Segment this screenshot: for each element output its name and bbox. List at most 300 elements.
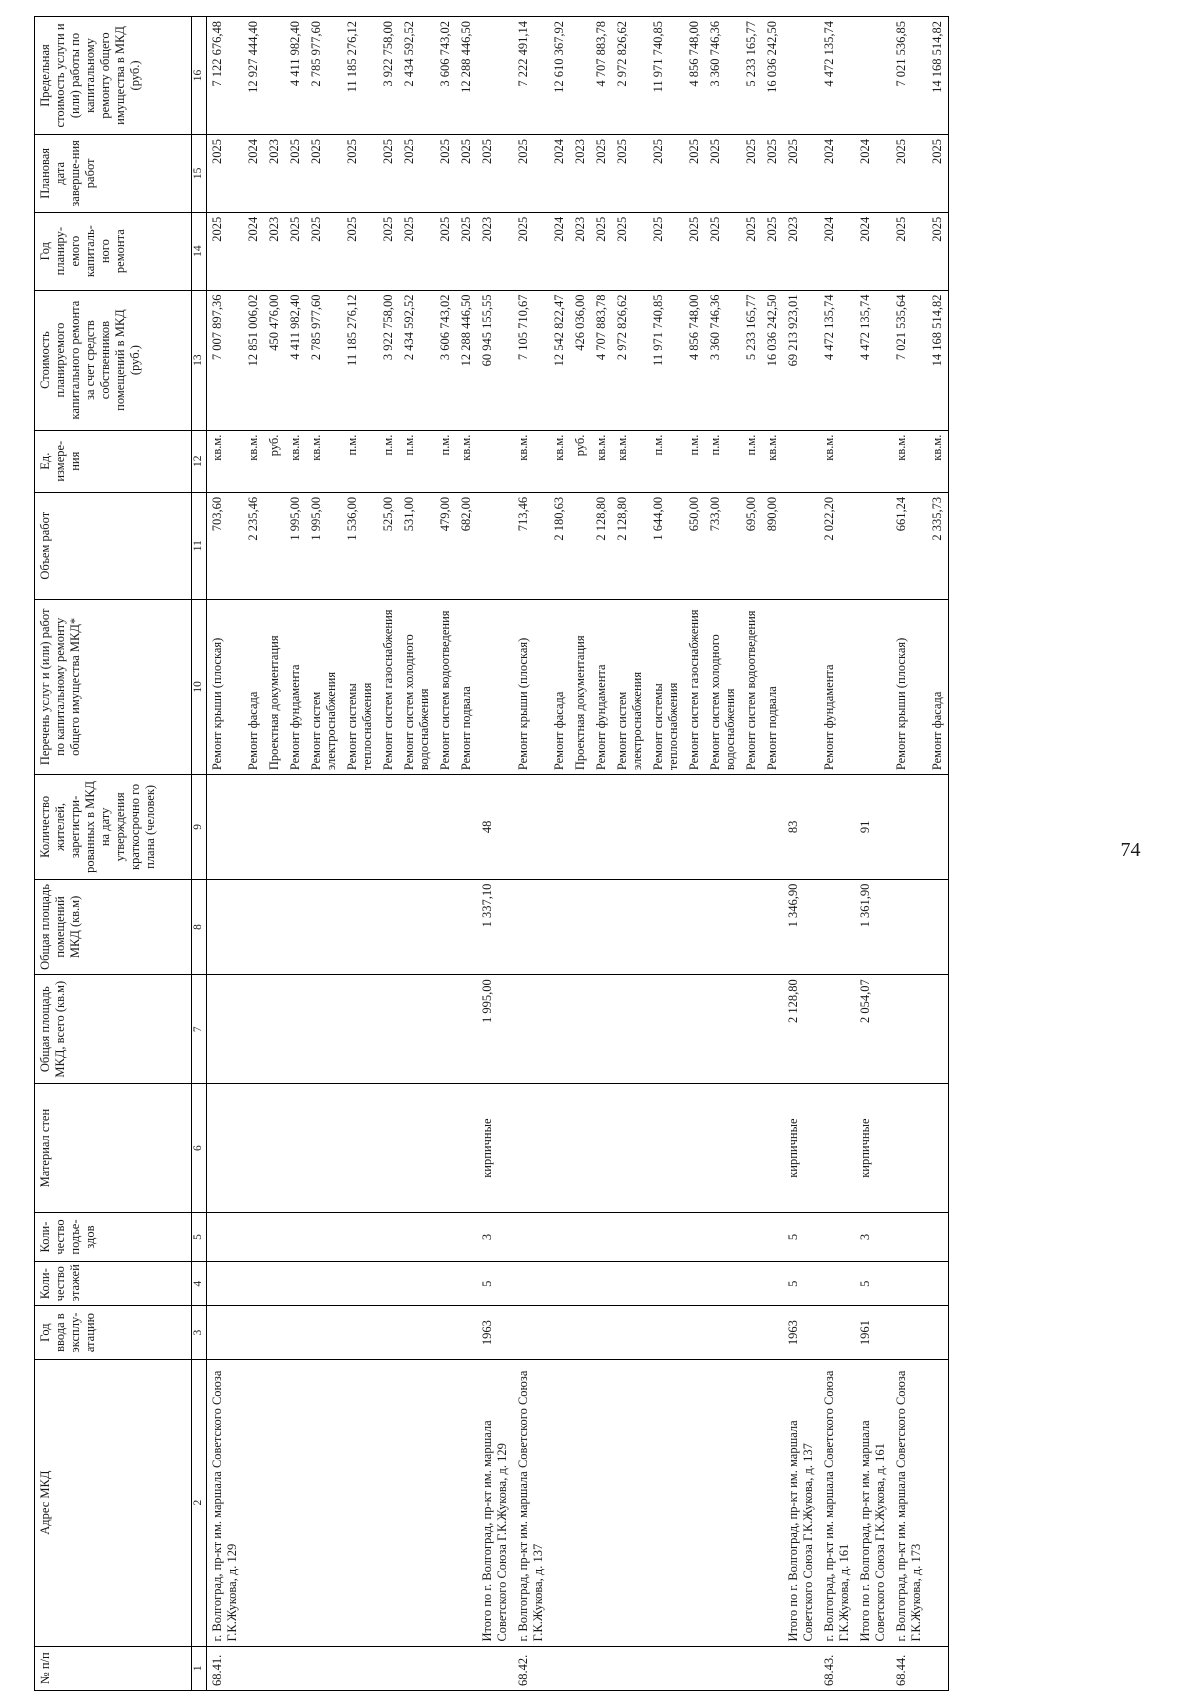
cell-col-14: 2025 (513, 212, 549, 290)
cell-col-4 (456, 1261, 477, 1305)
cell-col-14: 2025 (207, 212, 244, 290)
cell-col-3 (399, 1306, 435, 1359)
cell-col-15: 2025 (684, 134, 705, 212)
cell-col-16: 14 168 514,82 (927, 17, 949, 135)
cell-col-8 (891, 879, 927, 975)
cell-col-2 (399, 1359, 435, 1646)
cell-col-2 (342, 1359, 378, 1646)
cell-col-13: 3 922 758,00 (378, 290, 399, 430)
cell-col-1 (783, 1646, 819, 1690)
cell-col-12: кв.м. (762, 430, 783, 492)
cell-col-2 (264, 1359, 285, 1646)
cell-col-2 (927, 1359, 949, 1646)
cell-col-12: кв.м. (207, 430, 244, 492)
cell-col-12: кв.м. (306, 430, 342, 492)
cell-col-12: п.м. (741, 430, 762, 492)
cell-col-13: 2 434 592,52 (399, 290, 435, 430)
cell-col-4 (741, 1261, 762, 1305)
cell-col-15: 2025 (378, 134, 399, 212)
cell-col-6 (378, 1084, 399, 1213)
cell-col-4 (591, 1261, 612, 1305)
cell-col-3 (762, 1306, 783, 1359)
cell-col-8: 1 346,90 (783, 879, 819, 975)
cell-col-5 (927, 1213, 949, 1262)
cell-col-5 (741, 1213, 762, 1262)
cell-col-15: 2025 (762, 134, 783, 212)
cell-col-10: Ремонт фундамента (591, 599, 612, 775)
cell-col-12: п.м. (399, 430, 435, 492)
cell-col-9 (456, 775, 477, 879)
cell-col-1 (591, 1646, 612, 1690)
cell-col-6 (456, 1084, 477, 1213)
cell-col-3 (819, 1306, 855, 1359)
cell-col-2 (549, 1359, 570, 1646)
cell-col-16: 3 606 743,02 (435, 17, 456, 135)
cell-col-3 (207, 1306, 244, 1359)
cell-col-9 (549, 775, 570, 879)
cell-col-3 (705, 1306, 741, 1359)
cell-col-4 (306, 1261, 342, 1305)
cell-col-3 (342, 1306, 378, 1359)
cell-col-8 (705, 879, 741, 975)
cell-col-2 (243, 1359, 264, 1646)
cell-col-7: 2 054,07 (855, 975, 891, 1084)
table-row (207, 17, 244, 1691)
cell-col-10: Проектная документация (570, 599, 591, 775)
cell-col-11: 682,00 (456, 492, 477, 599)
cell-col-9 (264, 775, 285, 879)
cell-col-16: 2 785 977,60 (306, 17, 342, 135)
cell-col-1 (927, 1646, 949, 1690)
cell-col-8: 1 337,10 (477, 879, 513, 975)
cell-col-7 (243, 975, 264, 1084)
cell-col-9 (285, 775, 306, 879)
cell-col-5 (207, 1213, 244, 1262)
cell-col-8 (819, 879, 855, 975)
cell-col-5 (612, 1213, 648, 1262)
cell-col-8 (549, 879, 570, 975)
column-header-13: Стоимость планируемого капитального ремонта за счет средств собственников помещений в МКД (руб.) (35, 290, 192, 430)
cell-col-16: 12 610 367,92 (549, 17, 570, 135)
cell-col-13: 7 105 710,67 (513, 290, 549, 430)
cell-col-11: 2 022,20 (819, 492, 855, 599)
cell-col-14: 2023 (570, 212, 591, 290)
column-number-13: 13 (192, 290, 207, 430)
cell-col-4: 5 (783, 1261, 819, 1305)
cell-col-14: 2025 (891, 212, 927, 290)
cell-col-13: 7 021 535,64 (891, 290, 927, 430)
cell-col-16: 4 707 883,78 (591, 17, 612, 135)
cell-col-10: Ремонт систем холодного водоснабжения (399, 599, 435, 775)
cell-col-8 (762, 879, 783, 975)
cell-col-6: кирпичные (783, 1084, 819, 1213)
cell-col-10: Ремонт систем газоснабжения (684, 599, 705, 775)
cell-col-12: п.м. (342, 430, 378, 492)
cell-col-14: 2024 (243, 212, 264, 290)
cell-col-1 (570, 1646, 591, 1690)
cell-col-2 (285, 1359, 306, 1646)
cell-col-7 (549, 975, 570, 1084)
cell-col-15: 2025 (477, 134, 513, 212)
cell-col-3 (285, 1306, 306, 1359)
cell-col-15: 2025 (927, 134, 949, 212)
cell-col-13: 11 185 276,12 (342, 290, 378, 430)
cell-col-13: 4 411 982,40 (285, 290, 306, 430)
cell-col-14: 2025 (285, 212, 306, 290)
cell-col-11 (783, 492, 819, 599)
cell-col-1 (612, 1646, 648, 1690)
cell-col-9 (513, 775, 549, 879)
cell-col-11: 2 128,80 (591, 492, 612, 599)
cell-col-13: 69 213 923,01 (783, 290, 819, 430)
cell-col-13: 60 945 155,55 (477, 290, 513, 430)
cell-col-16: 11 185 276,12 (342, 17, 378, 135)
cell-col-8: 1 361,90 (855, 879, 891, 975)
cell-col-1: 68.43. (819, 1646, 855, 1690)
cell-col-15: 2024 (855, 134, 891, 212)
column-header-16: Предельная стоимость услуги и (или) работы по капитальному ремонту общего имущества в МКД (руб.) (35, 17, 192, 135)
cell-col-16: 3 922 758,00 (378, 17, 399, 135)
column-header-5: Коли-чество подъе-здов (35, 1213, 192, 1262)
cell-col-10: Проектная документация (264, 599, 285, 775)
cell-col-2 (456, 1359, 477, 1646)
column-number-15: 15 (192, 134, 207, 212)
cell-col-11: 525,00 (378, 492, 399, 599)
cell-col-13: 4 472 135,74 (819, 290, 855, 430)
cell-col-12: кв.м. (243, 430, 264, 492)
cell-col-7: 2 128,80 (783, 975, 819, 1084)
cell-col-1 (762, 1646, 783, 1690)
cell-col-1 (705, 1646, 741, 1690)
cell-col-1 (264, 1646, 285, 1690)
column-number-6: 6 (192, 1084, 207, 1213)
cell-col-10: Ремонт крыши (плоская) (891, 599, 927, 775)
cell-col-14: 2025 (705, 212, 741, 290)
cell-col-13: 2 972 826,62 (612, 290, 648, 430)
cell-col-8 (684, 879, 705, 975)
column-number-row (192, 17, 207, 1691)
cell-col-7 (705, 975, 741, 1084)
cell-col-9 (741, 775, 762, 879)
cell-col-9: 48 (477, 775, 513, 879)
cell-col-10: Ремонт фасада (549, 599, 570, 775)
cell-col-3 (378, 1306, 399, 1359)
column-number-10: 10 (192, 599, 207, 775)
cell-col-10: Ремонт систем электроснабжения (306, 599, 342, 775)
cell-col-13: 3 606 743,02 (435, 290, 456, 430)
cell-col-9 (306, 775, 342, 879)
cell-col-8 (399, 879, 435, 975)
cell-col-7 (306, 975, 342, 1084)
cell-col-9 (648, 775, 684, 879)
cell-col-14: 2024 (549, 212, 570, 290)
cell-col-3 (891, 1306, 927, 1359)
cell-col-16: 7 122 676,48 (207, 17, 244, 135)
cell-col-11: 890,00 (762, 492, 783, 599)
cell-col-6 (927, 1084, 949, 1213)
cell-col-11: 733,00 (705, 492, 741, 599)
cell-col-10: Ремонт систем холодного водоснабжения (705, 599, 741, 775)
cell-col-13: 2 785 977,60 (306, 290, 342, 430)
cell-col-15: 2023 (570, 134, 591, 212)
cell-col-14: 2025 (591, 212, 612, 290)
cell-col-8 (741, 879, 762, 975)
cell-col-7 (342, 975, 378, 1084)
cell-col-6: кирпичные (477, 1084, 513, 1213)
cell-col-16 (570, 17, 591, 135)
column-header-12: Ед. измере-ния (35, 430, 192, 492)
column-header-11: Объем работ (35, 492, 192, 599)
cell-col-10: Ремонт фасада (927, 599, 949, 775)
cell-col-6 (705, 1084, 741, 1213)
cell-col-10 (855, 599, 891, 775)
cell-col-16: 7 021 536,85 (891, 17, 927, 135)
cell-col-10: Ремонт фасада (243, 599, 264, 775)
cell-col-14: 2023 (477, 212, 513, 290)
cell-col-15: 2025 (591, 134, 612, 212)
cell-col-7 (591, 975, 612, 1084)
cell-col-7 (207, 975, 244, 1084)
page-number: 74 (1120, 839, 1141, 861)
cell-col-6 (513, 1084, 549, 1213)
cell-col-11: 2 335,73 (927, 492, 949, 599)
cell-col-5 (591, 1213, 612, 1262)
cell-col-7 (927, 975, 949, 1084)
cell-col-9 (705, 775, 741, 879)
cell-col-15: 2025 (306, 134, 342, 212)
cell-col-3: 1963 (477, 1306, 513, 1359)
cell-col-4 (648, 1261, 684, 1305)
cell-col-3 (264, 1306, 285, 1359)
cell-col-14: 2025 (456, 212, 477, 290)
cell-col-15: 2024 (819, 134, 855, 212)
cell-col-1 (741, 1646, 762, 1690)
cell-col-8 (513, 879, 549, 975)
cell-col-1: 68.41. (207, 1646, 244, 1690)
cell-col-14: 2023 (264, 212, 285, 290)
cell-col-6 (684, 1084, 705, 1213)
cell-col-5 (399, 1213, 435, 1262)
cell-col-12: п.м. (378, 430, 399, 492)
cell-col-9 (927, 775, 949, 879)
cell-col-4 (285, 1261, 306, 1305)
cell-col-8 (342, 879, 378, 975)
cell-col-2 (741, 1359, 762, 1646)
cell-col-9 (570, 775, 591, 879)
cell-col-11: 2 180,63 (549, 492, 570, 599)
cell-col-2: Итого по г. Волгоград, пр-кт им. маршала Советского Союза Г.К.Жукова, д. 129 (477, 1359, 513, 1646)
cell-col-3 (927, 1306, 949, 1359)
cell-col-8 (591, 879, 612, 975)
cell-col-16: 16 036 242,50 (762, 17, 783, 135)
cell-col-4 (399, 1261, 435, 1305)
cell-col-16: 2 434 592,52 (399, 17, 435, 135)
cell-col-10: Ремонт подвала (762, 599, 783, 775)
cell-col-15: 2025 (891, 134, 927, 212)
column-number-8: 8 (192, 879, 207, 975)
cell-col-13: 12 851 006,02 (243, 290, 264, 430)
cell-col-1 (306, 1646, 342, 1690)
cell-col-15: 2023 (264, 134, 285, 212)
cell-col-4 (612, 1261, 648, 1305)
column-number-3: 3 (192, 1306, 207, 1359)
cell-col-2: г. Волгоград, пр-кт им. маршала Советского Союза Г.К.Жукова, д. 161 (819, 1359, 855, 1646)
cell-col-12: кв.м. (549, 430, 570, 492)
cell-col-12: кв.м. (456, 430, 477, 492)
column-number-2: 2 (192, 1359, 207, 1646)
column-header-8: Общая площадь помещений МКД (кв.м) (35, 879, 192, 975)
cell-col-1 (399, 1646, 435, 1690)
cell-col-2 (612, 1359, 648, 1646)
cell-col-9 (684, 775, 705, 879)
cell-col-12 (783, 430, 819, 492)
cell-col-9 (891, 775, 927, 879)
cell-col-7 (285, 975, 306, 1084)
cell-col-4 (819, 1261, 855, 1305)
cell-col-16: 12 288 446,50 (456, 17, 477, 135)
cell-col-10: Ремонт систем газоснабжения (378, 599, 399, 775)
cell-col-9 (378, 775, 399, 879)
cell-col-1 (378, 1646, 399, 1690)
cell-col-2 (762, 1359, 783, 1646)
cell-col-14: 2025 (927, 212, 949, 290)
column-number-7: 7 (192, 975, 207, 1084)
column-number-12: 12 (192, 430, 207, 492)
cell-col-7 (513, 975, 549, 1084)
cell-col-9 (819, 775, 855, 879)
cell-col-11: 1 995,00 (285, 492, 306, 599)
cell-col-8 (285, 879, 306, 975)
cell-col-4 (927, 1261, 949, 1305)
cell-col-9 (243, 775, 264, 879)
cell-col-2: Итого по г. Волгоград, пр-кт им. маршала Советского Союза Г.К.Жукова, д. 137 (783, 1359, 819, 1646)
cell-col-11: 713,46 (513, 492, 549, 599)
cell-col-9 (207, 775, 244, 879)
cell-col-1 (855, 1646, 891, 1690)
cell-col-11: 479,00 (435, 492, 456, 599)
cell-col-3 (684, 1306, 705, 1359)
cell-col-5: 3 (477, 1213, 513, 1262)
cell-col-6 (243, 1084, 264, 1213)
cell-col-16: 3 360 746,36 (705, 17, 741, 135)
cell-col-5 (378, 1213, 399, 1262)
cell-col-11: 2 235,46 (243, 492, 264, 599)
cell-col-2 (684, 1359, 705, 1646)
cell-col-4: 5 (855, 1261, 891, 1305)
cell-col-15: 2025 (342, 134, 378, 212)
cell-col-8 (378, 879, 399, 975)
cell-col-7 (612, 975, 648, 1084)
cell-col-8 (927, 879, 949, 975)
cell-col-6 (399, 1084, 435, 1213)
cell-col-6 (342, 1084, 378, 1213)
cell-col-7: 1 995,00 (477, 975, 513, 1084)
cell-col-3 (591, 1306, 612, 1359)
cell-col-3: 1963 (783, 1306, 819, 1359)
cell-col-8 (456, 879, 477, 975)
cell-col-6 (570, 1084, 591, 1213)
cell-col-4 (549, 1261, 570, 1305)
cell-col-6 (762, 1084, 783, 1213)
cell-col-11: 1 536,00 (342, 492, 378, 599)
cell-col-10: Ремонт фундамента (819, 599, 855, 775)
column-number-4: 4 (192, 1261, 207, 1305)
cell-col-4 (207, 1261, 244, 1305)
cell-col-12: кв.м. (612, 430, 648, 492)
cell-col-10: Ремонт систем водоотведения (435, 599, 456, 775)
cell-col-9 (762, 775, 783, 879)
column-header-10: Перечень услуг и (или) работ по капитальному ремонту общего имущества МКД* (35, 599, 192, 775)
cell-col-16: 5 233 165,77 (741, 17, 762, 135)
cell-col-10: Ремонт систем электроснабжения (612, 599, 648, 775)
cell-col-13: 11 971 740,85 (648, 290, 684, 430)
column-header-7: Общая площадь МКД, всего (кв.м) (35, 975, 192, 1084)
cell-col-11: 1 644,00 (648, 492, 684, 599)
cell-col-5 (762, 1213, 783, 1262)
cell-col-12: п.м. (435, 430, 456, 492)
cell-col-2 (705, 1359, 741, 1646)
cell-col-10: Ремонт системы теплоснабжения (648, 599, 684, 775)
cell-col-1 (243, 1646, 264, 1690)
cell-col-16: 4 472 135,74 (819, 17, 855, 135)
cell-col-12 (855, 430, 891, 492)
cell-col-2: г. Волгоград, пр-кт им. маршала Советского Союза Г.К.Жукова, д. 137 (513, 1359, 549, 1646)
column-header-14: Год планиру-емого капиталь-ного ремонта (35, 212, 192, 290)
cell-col-12: руб. (264, 430, 285, 492)
cell-col-8 (306, 879, 342, 975)
cell-col-3 (612, 1306, 648, 1359)
cell-col-7 (891, 975, 927, 1084)
cell-col-13: 4 472 135,74 (855, 290, 891, 430)
cell-col-5 (684, 1213, 705, 1262)
cell-col-6 (819, 1084, 855, 1213)
cell-col-5 (513, 1213, 549, 1262)
cell-col-14: 2025 (435, 212, 456, 290)
cell-col-11: 703,60 (207, 492, 244, 599)
cell-col-12: п.м. (705, 430, 741, 492)
cell-col-5 (306, 1213, 342, 1262)
cell-col-1 (285, 1646, 306, 1690)
cell-col-8 (648, 879, 684, 975)
column-number-14: 14 (192, 212, 207, 290)
column-header-2: Адрес МКД (35, 1359, 192, 1646)
cell-col-15: 2024 (243, 134, 264, 212)
cell-col-2 (570, 1359, 591, 1646)
cell-col-5 (456, 1213, 477, 1262)
cell-col-16 (264, 17, 285, 135)
cell-col-10: Ремонт крыши (плоская) (207, 599, 244, 775)
cell-col-6 (435, 1084, 456, 1213)
cell-col-8 (207, 879, 244, 975)
cell-col-9 (435, 775, 456, 879)
cell-col-13: 14 168 514,82 (927, 290, 949, 430)
cell-col-10: Ремонт подвала (456, 599, 477, 775)
cell-col-2 (648, 1359, 684, 1646)
cell-col-6 (891, 1084, 927, 1213)
cell-col-7 (435, 975, 456, 1084)
cell-col-13: 16 036 242,50 (762, 290, 783, 430)
cell-col-6 (549, 1084, 570, 1213)
cell-col-15: 2025 (612, 134, 648, 212)
cell-col-15: 2025 (435, 134, 456, 212)
cell-col-6 (207, 1084, 244, 1213)
cell-col-15: 2025 (456, 134, 477, 212)
cell-col-16: 4 856 748,00 (684, 17, 705, 135)
cell-col-12: кв.м. (927, 430, 949, 492)
cell-col-13: 12 288 446,50 (456, 290, 477, 430)
cell-col-1 (456, 1646, 477, 1690)
cell-col-6 (612, 1084, 648, 1213)
